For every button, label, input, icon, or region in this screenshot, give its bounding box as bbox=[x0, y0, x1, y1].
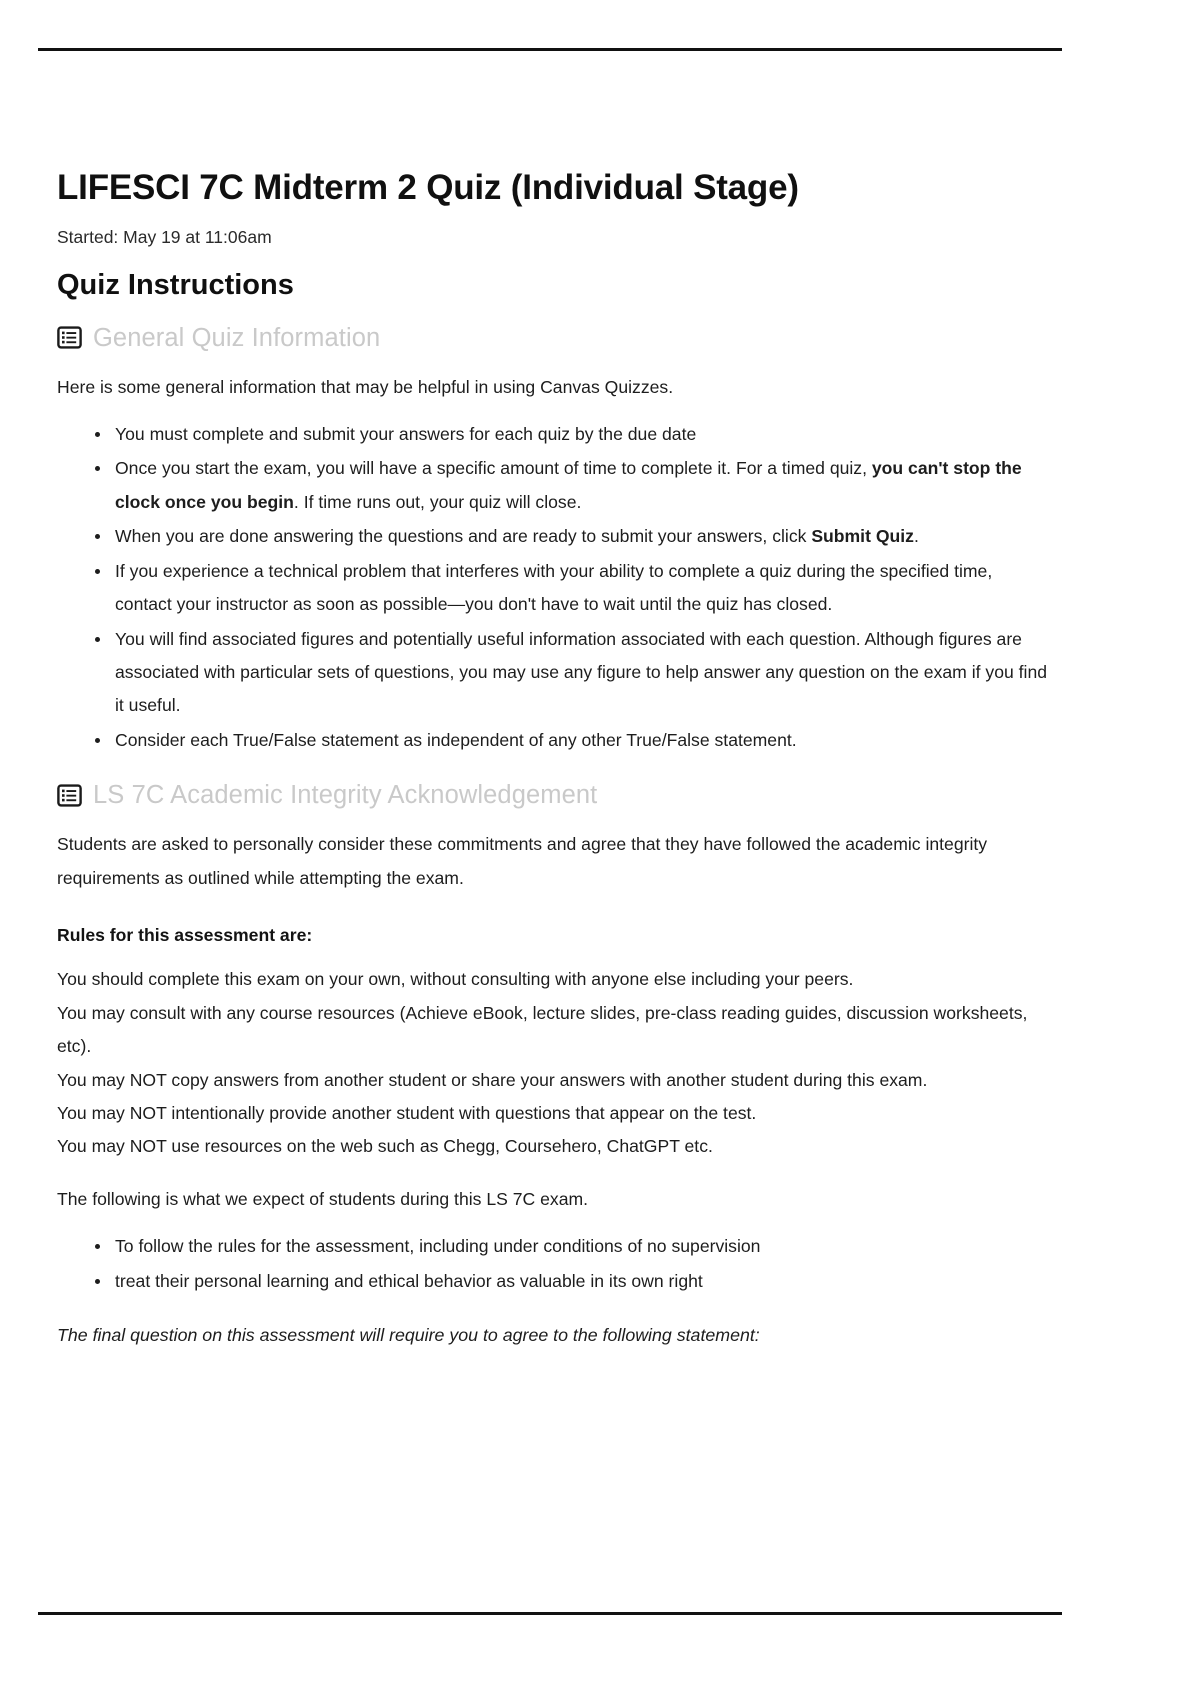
list-item bbox=[93, 623, 1047, 723]
bullet-text: If you experience a technical problem that interferes with your ability to complete a quiz during the specified time, contact your instructor as soon as possible—you don't have to wait until the quiz has closed. bbox=[115, 560, 993, 615]
list-item bbox=[93, 452, 1047, 519]
rule-line: You may consult with any course resources (Achieve eBook, lecture slides, pre-class reading guides, discussion worksheets, etc). bbox=[57, 1002, 1028, 1057]
list-item: treat their personal learning and ethical behavior as valuable in its own right bbox=[93, 1265, 1047, 1298]
page-title: LIFESCI 7C Midterm 2 Quiz (Individual Stage) bbox=[57, 168, 799, 207]
bottom-divider bbox=[38, 1612, 1062, 1615]
quiz-started-timestamp: Started: May 19 at 11:06am bbox=[57, 227, 272, 248]
emphasis-text: you can't stop the clock once you begin bbox=[115, 458, 1022, 512]
bullet-text: Once you start the exam, you will have a specific amount of time to complete it. For a timed quiz, bbox=[115, 458, 872, 479]
rule-line: You should complete this exam on your own, without consulting with anyone else including your peers. bbox=[57, 969, 854, 990]
rules-heading: Rules for this assessment are: bbox=[57, 925, 313, 946]
list-icon bbox=[57, 783, 82, 808]
final-question-note: The final question on this assessment will require you to agree to the following statement: bbox=[57, 1325, 760, 1346]
quiz-instructions-heading: Quiz Instructions bbox=[57, 269, 294, 302]
top-divider bbox=[38, 48, 1062, 51]
document-content bbox=[57, 168, 1047, 1368]
general-quiz-information-heading bbox=[57, 324, 1047, 352]
list-item bbox=[93, 555, 1047, 622]
expectation-intro-text: The following is what we expect of students during this LS 7C exam. bbox=[57, 1188, 589, 1209]
list-item bbox=[93, 724, 1047, 757]
list-item: To follow the rules for the assessment, including under conditions of no supervision bbox=[93, 1230, 1047, 1263]
academic-integrity-label: LS 7C Academic Integrity Acknowledgement bbox=[93, 781, 598, 810]
bullet-text: . bbox=[913, 526, 919, 547]
general-intro-text: Here is some general information that may be helpful in using Canvas Quizzes. bbox=[57, 376, 674, 397]
academic-integrity-heading bbox=[57, 781, 1047, 809]
general-quiz-bullet-list bbox=[57, 418, 1047, 757]
bullet-text: You will find associated figures and potentially useful information associated with each question. Although figures are associated with particular sets of questions, you may use any figure to help answer any question on the exam if you find it useful. bbox=[115, 628, 1048, 716]
bullet-text: When you are done answering the questions and are ready to submit your answers, click bbox=[115, 526, 812, 547]
bullet-text: . If time runs out, your quiz will close. bbox=[293, 491, 582, 512]
emphasis-text: Submit Quiz bbox=[811, 526, 914, 547]
general-quiz-information-label: General Quiz Information bbox=[93, 323, 381, 352]
integrity-intro-text: Students are asked to personally consider these commitments and agree that they have followed the academic integrity requirements as outlined while attempting the exam. bbox=[57, 834, 988, 888]
list-icon bbox=[57, 325, 82, 350]
rule-line: You may NOT copy answers from another student or share your answers with another student during this exam. bbox=[57, 1069, 928, 1090]
list-item bbox=[93, 418, 1047, 451]
bullet-text: Consider each True/False statement as independent of any other True/False statement. bbox=[115, 729, 797, 750]
rules-text-block bbox=[57, 963, 1047, 1164]
rule-line: You may NOT intentionally provide another student with questions that appear on the test. bbox=[57, 1102, 757, 1123]
expectation-bullet-list bbox=[57, 1230, 1047, 1298]
bullet-text: You must complete and submit your answers for each quiz by the due date bbox=[115, 424, 697, 444]
list-item bbox=[93, 520, 1047, 553]
rule-line: You may NOT use resources on the web such as Chegg, Coursehero, ChatGPT etc. bbox=[57, 1136, 713, 1157]
